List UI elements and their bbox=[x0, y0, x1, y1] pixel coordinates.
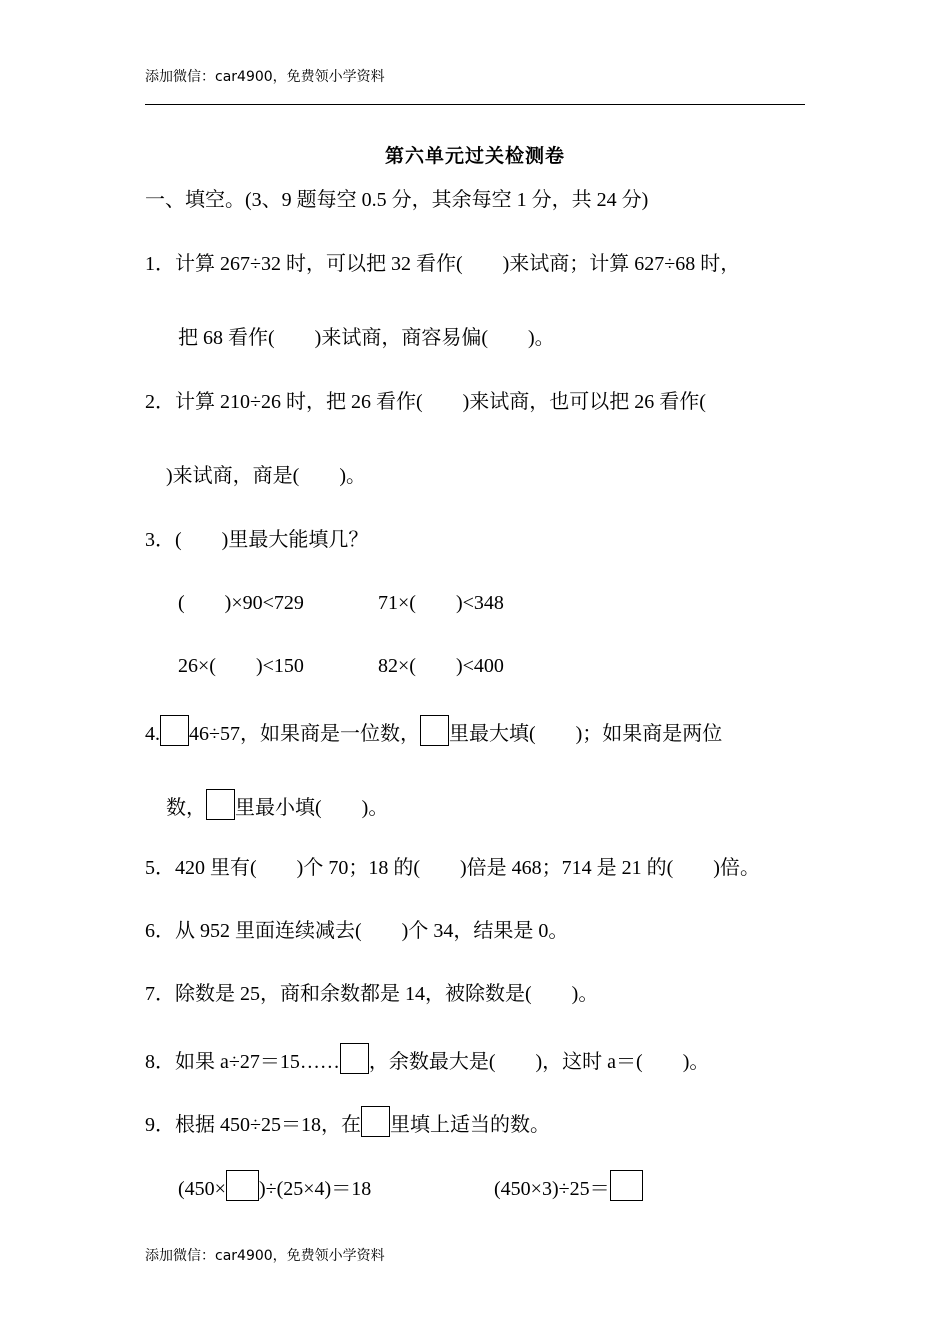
question-1-line-2: 把 68 看作( )来试商，商容易偏( )。 bbox=[178, 327, 555, 349]
answer-box bbox=[420, 715, 449, 746]
answer-box bbox=[610, 1170, 643, 1201]
answer-box bbox=[226, 1170, 259, 1201]
question-9-text: )÷(25×4)＝18 bbox=[258, 1178, 372, 1200]
question-8-text: 8．如果 a÷27＝15…… bbox=[145, 1051, 340, 1073]
question-3-item-2: 71×( )<348 bbox=[378, 592, 504, 614]
question-9-expression-2 bbox=[494, 1170, 643, 1203]
question-4-text: 里最小填( )。 bbox=[235, 797, 389, 819]
question-9-text: (450×3)÷25＝ bbox=[494, 1178, 610, 1200]
answer-box bbox=[361, 1106, 390, 1137]
question-9-expression-1 bbox=[178, 1170, 371, 1203]
question-3-item-4: 82×( )<400 bbox=[378, 655, 504, 677]
question-9-text: 里填上适当的数。 bbox=[389, 1114, 550, 1136]
question-2-line-1: 2．计算 210÷26 时，把 26 看作( )来试商，也可以把 26 看作( bbox=[145, 391, 706, 413]
question-8 bbox=[145, 1043, 709, 1076]
question-9-text: (450× bbox=[178, 1178, 226, 1200]
question-9-text: 9．根据 450÷25＝18，在 bbox=[145, 1114, 361, 1136]
question-7: 7．除数是 25，商和余数都是 14，被除数是( )。 bbox=[145, 983, 599, 1005]
header-rule bbox=[145, 104, 805, 105]
question-4-line-1 bbox=[145, 715, 722, 748]
answer-box bbox=[206, 789, 235, 820]
question-3-item-3: 26×( )<150 bbox=[178, 655, 304, 677]
question-4-text: 数， bbox=[166, 797, 206, 819]
question-8-text: ，余数最大是( )，这时 a＝( )。 bbox=[368, 1051, 710, 1073]
question-4-number: 4. bbox=[145, 723, 160, 745]
answer-box bbox=[160, 715, 189, 746]
question-4-text: 46÷57，如果商是一位数， bbox=[189, 723, 420, 745]
question-5: 5．420 里有( )个 70；18 的( )倍是 468；714 是 21 的( )倍。 bbox=[145, 857, 760, 879]
page-title: 第六单元过关检测卷 bbox=[384, 145, 565, 167]
page-header: 添加微信：car4900，免费领小学资料 bbox=[145, 69, 385, 85]
page-footer: 添加微信：car4900，免费领小学资料 bbox=[145, 1248, 385, 1264]
question-3-line-1: 3．( )里最大能填几？ bbox=[145, 529, 369, 551]
answer-box bbox=[340, 1043, 369, 1074]
question-6: 6．从 952 里面连续减去( )个 34，结果是 0。 bbox=[145, 920, 569, 942]
question-9-line-1 bbox=[145, 1106, 550, 1139]
question-4-text: 里最大填( )；如果商是两位 bbox=[448, 723, 723, 745]
question-4-line-2 bbox=[166, 789, 388, 822]
question-2-line-2: )来试商，商是( )。 bbox=[166, 465, 366, 487]
section-1-heading: 一、填空。(3、9 题每空 0.5 分，其余每空 1 分，共 24 分) bbox=[145, 189, 649, 211]
question-1-line-1: 1．计算 267÷32 时，可以把 32 看作( )来试商；计算 627÷68 时， bbox=[145, 253, 741, 275]
question-3-item-1: ( )×90<729 bbox=[178, 592, 304, 614]
